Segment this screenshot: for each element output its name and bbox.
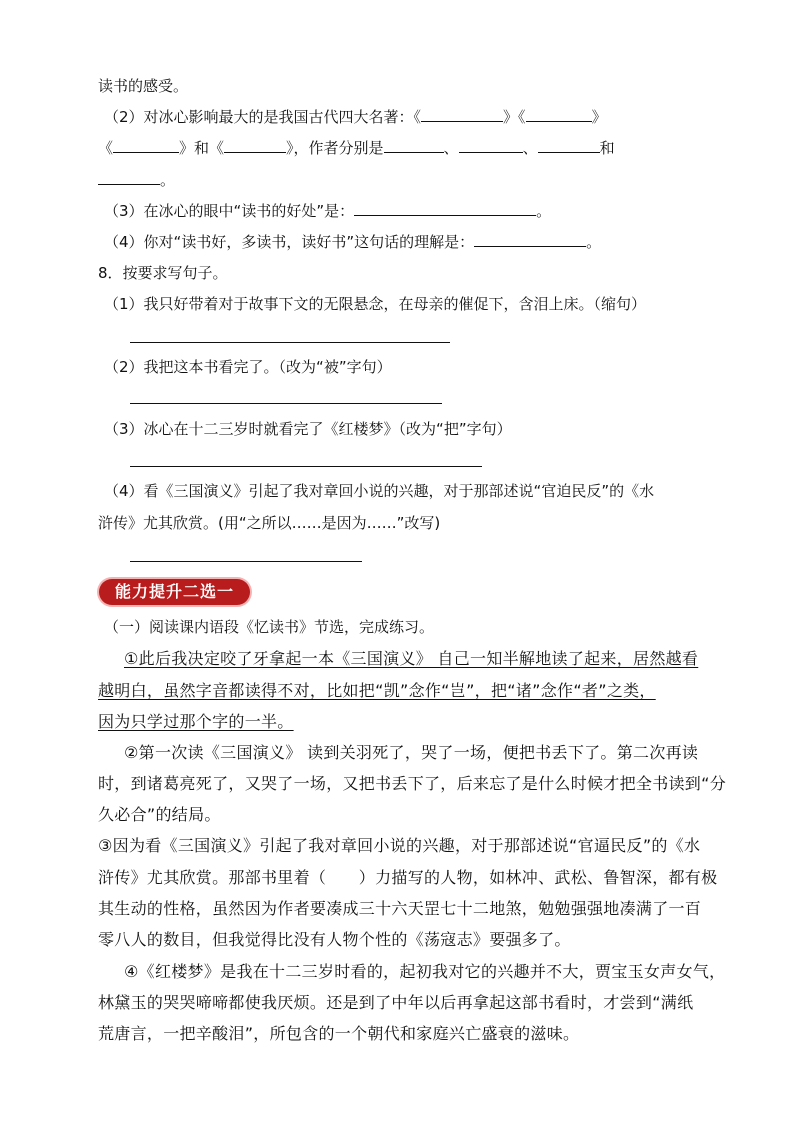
answer-blank[interactable] bbox=[384, 138, 444, 153]
bracket-text: 》和《 bbox=[179, 139, 225, 157]
answer-blank[interactable] bbox=[459, 138, 523, 153]
reading-intro: （一）阅读课内语段《忆读书》节选，完成练习。 bbox=[104, 618, 435, 636]
paragraph-1-line1: ①此后我决定咬了牙拿起一本《三国演义》 自己一知半解地读了起来，居然越看 bbox=[124, 649, 699, 668]
period-text: 。 bbox=[536, 202, 552, 220]
paragraph-4-line1: ④《红楼梦》是我在十二三岁时看的，起初我对它的兴趣并不大，贾宝玉女声女气， bbox=[124, 962, 726, 981]
separator-text: 和 bbox=[599, 139, 615, 157]
q8-sub-4-line1: （4）看《三国演义》引起了我对章回小说的兴趣，对于那部述说“官迫民反”的《水 bbox=[104, 482, 655, 500]
bracket-text: 《 bbox=[98, 139, 114, 157]
paragraph-1-line2: 越明白，虽然字音都读得不对，比如把“凯”念作“岂”，把“诸”念作“者”之类， bbox=[98, 681, 656, 700]
q8-sub-3-answer-line[interactable] bbox=[130, 466, 482, 467]
period-text: 。 bbox=[160, 171, 176, 189]
q8-sub-1-answer-line[interactable] bbox=[130, 342, 450, 343]
paragraph-2-line2: 时，到诸葛亮死了，又哭了一场，又把书丢下了，后来忘了是什么时候才把全书读到“分 bbox=[98, 774, 726, 793]
separator-text: 、 bbox=[443, 139, 459, 157]
paragraph-2-line3: 久必合”的结局。 bbox=[98, 805, 221, 824]
q8-sub-1: （1）我只好带着对于故事下文的无限悬念，在母亲的催促下，含泪上床。（缩句） bbox=[104, 295, 647, 313]
q8-sub-2: （2）我把这本书看完了。（改为“被”字句） bbox=[104, 358, 392, 376]
paragraph-2-line1: ②第一次读《三国演义》 读到关羽死了，哭了一场，便把书丢下了。第二次再读 bbox=[124, 743, 699, 762]
paragraph-4-line3: 荒唐言，一把辛酸泪”，所包含的一个朝代和家庭兴亡盛衰的滋味。 bbox=[98, 1024, 580, 1043]
q7-sub-4 bbox=[104, 232, 601, 252]
q7-sub-4-prompt: （4）你对“读书好，多读书，读好书”这句话的理解是： bbox=[104, 233, 475, 251]
paragraph-3-line3: 其生动的性格，虽然因为作者要凑成三十六天罡七十二地煞，勉勉强强地凑满了一百 bbox=[98, 899, 702, 918]
bracket-text: 》《 bbox=[503, 108, 526, 126]
q7-sub-2-line2 bbox=[98, 138, 615, 158]
q8-sub-3: （3）冰心在十二三岁时就看完了《红楼梦》（改为“把”字句） bbox=[104, 420, 512, 438]
paragraph-1-line3: 因为只学过那个字的一半。 bbox=[98, 712, 294, 731]
q8-title: 8．按要求写句子。 bbox=[98, 264, 228, 282]
paragraph-3-line4: 零八人的数目，但我觉得比没有人物个性的《荡寇志》要强多了。 bbox=[98, 930, 571, 949]
bracket-text: 》 bbox=[591, 108, 607, 126]
paragraph-3-line2: 浒传》尤其欣赏。那部书里着（ ）力描写的人物，如林冲、武松、鲁智深，都有极 bbox=[98, 868, 718, 887]
q8-sub-2-answer-line[interactable] bbox=[130, 403, 442, 404]
q7-sub-2-prefix: （2）对冰心影响最大的是我国古代四大名著：《 bbox=[104, 108, 422, 126]
q8-sub-4-answer-line[interactable] bbox=[130, 561, 362, 562]
answer-blank[interactable] bbox=[526, 107, 592, 122]
separator-text: 、 bbox=[522, 139, 538, 157]
q7-sub-2-authors-label: 》，作者分别是 bbox=[286, 139, 384, 157]
q8-sub-4-line2: 浒传》尤其欣赏。(用“之所以……是因为……”改写) bbox=[98, 514, 441, 532]
answer-blank[interactable] bbox=[224, 138, 286, 153]
q7-sub-2-line3 bbox=[98, 170, 175, 190]
q7-sub-3-prompt: （3）在冰心的眼中“读书的好处”是： bbox=[104, 202, 355, 220]
q7-sub-2-line1 bbox=[104, 107, 607, 127]
q7-text-top: 读书的感受。 bbox=[98, 77, 189, 95]
period-text: 。 bbox=[586, 233, 602, 251]
paragraph-4-line2: 林黛玉的哭哭啼啼都使我厌烦。还是到了中年以后再拿起这部书看时，才尝到“满纸 bbox=[98, 993, 694, 1012]
q7-sub-3 bbox=[104, 201, 551, 221]
answer-blank[interactable] bbox=[113, 138, 179, 153]
answer-blank[interactable] bbox=[421, 107, 503, 122]
section-badge: 能力提升二选一 bbox=[99, 579, 250, 605]
paragraph-3-line1: ③因为看《三国演义》引起了我对章回小说的兴趣，对于那部述说“官逼民反”的《水 bbox=[98, 836, 701, 855]
answer-blank[interactable] bbox=[98, 170, 160, 185]
answer-blank[interactable] bbox=[538, 138, 600, 153]
answer-blank[interactable] bbox=[474, 232, 586, 247]
answer-blank[interactable] bbox=[354, 201, 536, 216]
